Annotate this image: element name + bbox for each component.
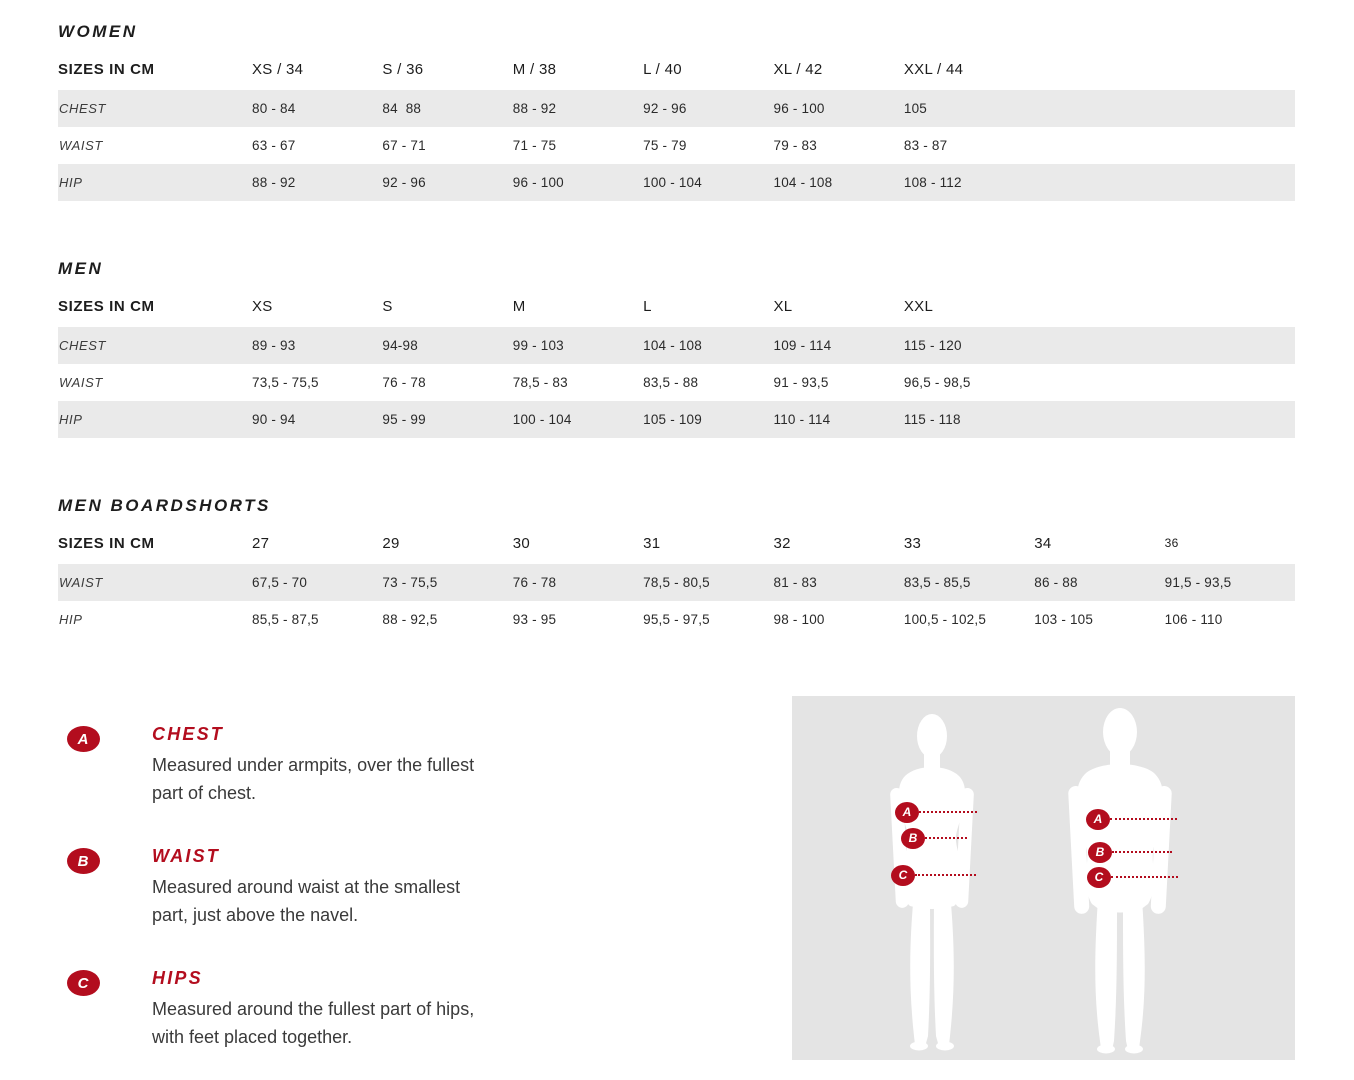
value-cell: 81 - 83 xyxy=(773,575,817,590)
table-header-row xyxy=(58,57,1295,81)
measurement-figures-panel xyxy=(792,696,1295,1060)
row-label: CHEST xyxy=(59,101,107,116)
row-label: HIP xyxy=(59,612,83,627)
value-cell: 105 xyxy=(903,101,927,116)
column-header: L xyxy=(643,297,652,315)
table-header-row xyxy=(58,531,1295,555)
table-row-hip xyxy=(58,601,1295,638)
male-marker-badge-c: C xyxy=(1087,867,1111,888)
value-cell: 96,5 - 98,5 xyxy=(903,375,971,390)
body-silhouettes-illustration xyxy=(792,696,1295,1060)
value-cell: 115 - 118 xyxy=(903,412,961,427)
value-cell: 88 - 92 xyxy=(252,175,296,190)
column-header: 32 xyxy=(773,534,791,552)
value-cell: 115 - 120 xyxy=(903,338,962,353)
guide-item-waist xyxy=(58,846,698,929)
measurement-guide xyxy=(58,696,1295,1080)
value-cell: 90 - 94 xyxy=(252,412,296,427)
measurement-instructions xyxy=(58,696,698,1080)
table-title-men: MEN xyxy=(58,259,104,278)
value-cell: 99 - 103 xyxy=(512,338,564,353)
value-cell: 100,5 - 102,5 xyxy=(903,612,987,627)
table-title-women: WOMEN xyxy=(58,22,138,41)
guide-title-chest: CHEST xyxy=(152,724,225,744)
male-measure-line-a xyxy=(1110,818,1177,820)
value-cell: 105 - 109 xyxy=(643,412,702,427)
value-cell: 88 - 92 xyxy=(512,101,557,116)
size-tables xyxy=(58,22,1295,638)
value-cell: 83,5 - 85,5 xyxy=(903,575,971,590)
value-cell: 75 - 79 xyxy=(643,138,687,153)
column-header: 29 xyxy=(382,534,400,552)
column-header: S xyxy=(382,297,393,315)
table-row-hip xyxy=(58,401,1295,438)
size-table-men-boardshorts xyxy=(58,496,1295,638)
value-cell: 104 - 108 xyxy=(643,338,702,353)
guide-item-hips xyxy=(58,968,698,1051)
table-header-row xyxy=(58,294,1295,318)
row-label: WAIST xyxy=(59,375,103,390)
column-header: XXL / 44 xyxy=(903,60,964,78)
column-header: M xyxy=(512,297,526,315)
value-cell: 80 - 84 xyxy=(252,101,296,116)
table-title-men-boardshorts: MEN BOARDSHORTS xyxy=(58,496,271,515)
value-cell: 83 - 87 xyxy=(903,138,948,153)
value-cell: 76 - 78 xyxy=(382,375,426,390)
female-measure-line-c xyxy=(915,874,976,876)
female-marker-badge-c: C xyxy=(891,865,915,886)
guide-description-hips: Measured around the fullest part of hips, with feet placed together. xyxy=(152,999,475,1047)
value-cell: 93 - 95 xyxy=(512,612,557,627)
table-row-waist xyxy=(58,364,1295,401)
value-cell: 95,5 - 97,5 xyxy=(643,612,710,627)
value-cell: 67,5 - 70 xyxy=(252,575,308,590)
value-cell: 96 - 100 xyxy=(512,175,564,190)
table-row-waist xyxy=(58,564,1295,601)
value-cell: 109 - 114 xyxy=(773,338,832,353)
value-cell: 110 - 114 xyxy=(773,412,831,427)
value-cell: 63 - 67 xyxy=(252,138,296,153)
table-row-chest xyxy=(58,90,1295,127)
row-label: HIP xyxy=(59,412,83,427)
female-marker-badge-a: A xyxy=(895,802,919,823)
value-cell: 76 - 78 xyxy=(512,575,557,590)
table-row-chest xyxy=(58,327,1295,364)
column-header: XXL xyxy=(903,297,934,315)
sizes-in-cm-label: SIZES IN CM xyxy=(58,534,155,552)
value-cell: 86 - 88 xyxy=(1034,575,1078,590)
column-header: M / 38 xyxy=(512,60,557,78)
value-cell: 98 - 100 xyxy=(773,612,825,627)
value-cell: 92 - 96 xyxy=(643,101,687,116)
value-cell: 83,5 - 88 xyxy=(643,375,699,390)
value-cell: 84 88 xyxy=(382,101,422,116)
male-measure-line-b xyxy=(1112,851,1172,853)
guide-description-waist: Measured around waist at the smallest part, just above the navel. xyxy=(152,877,461,925)
value-cell: 88 - 92,5 xyxy=(382,612,438,627)
row-label: WAIST xyxy=(59,575,103,590)
column-header: XL xyxy=(773,297,793,315)
column-header: XS xyxy=(252,297,273,315)
size-table-men xyxy=(58,259,1295,438)
marker-badge-b: B xyxy=(67,848,100,874)
column-header: 33 xyxy=(903,534,922,552)
row-label: HIP xyxy=(59,175,83,190)
value-cell: 78,5 - 83 xyxy=(512,375,568,390)
size-table-women xyxy=(58,22,1295,201)
table-row-waist xyxy=(58,127,1295,164)
value-cell: 89 - 93 xyxy=(252,338,296,353)
male-marker-badge-a: A xyxy=(1086,809,1110,830)
value-cell: 91 - 93,5 xyxy=(773,375,829,390)
value-cell: 85,5 - 87,5 xyxy=(252,612,319,627)
male-marker-badge-b: B xyxy=(1088,842,1112,863)
guide-title-hips: HIPS xyxy=(152,968,203,988)
value-cell: 100 - 104 xyxy=(643,175,702,190)
female-marker-badge-b: B xyxy=(901,828,925,849)
column-header: XS / 34 xyxy=(252,60,304,78)
value-cell: 67 - 71 xyxy=(382,138,426,153)
value-cell: 108 - 112 xyxy=(903,175,962,190)
marker-badge-c: C xyxy=(67,970,100,996)
value-cell: 106 - 110 xyxy=(1164,612,1223,627)
guide-title-waist: WAIST xyxy=(152,846,220,866)
column-header: 34 xyxy=(1034,534,1052,552)
value-cell: 73,5 - 75,5 xyxy=(252,375,319,390)
male-measure-line-c xyxy=(1111,876,1178,878)
column-header: XL / 42 xyxy=(773,60,823,78)
female-measure-line-b xyxy=(925,837,967,839)
value-cell: 91,5 - 93,5 xyxy=(1164,575,1232,590)
value-cell: 95 - 99 xyxy=(382,412,426,427)
column-header: 31 xyxy=(643,534,661,552)
sizes-in-cm-label: SIZES IN CM xyxy=(58,297,155,315)
row-label: CHEST xyxy=(59,338,107,353)
sizes-in-cm-label: SIZES IN CM xyxy=(58,60,155,78)
value-cell: 78,5 - 80,5 xyxy=(643,575,710,590)
marker-badge-a: A xyxy=(67,726,100,752)
value-cell: 79 - 83 xyxy=(773,138,817,153)
column-header: 30 xyxy=(512,534,531,552)
table-row-hip xyxy=(58,164,1295,201)
guide-item-chest xyxy=(58,724,698,807)
male-silhouette xyxy=(1068,708,1172,1054)
value-cell: 100 - 104 xyxy=(512,412,572,427)
female-measure-line-a xyxy=(919,811,977,813)
guide-description-chest: Measured under armpits, over the fullest part of chest. xyxy=(152,755,475,803)
value-cell: 92 - 96 xyxy=(382,175,426,190)
value-cell: 103 - 105 xyxy=(1034,612,1094,627)
value-cell: 104 - 108 xyxy=(773,175,833,190)
value-cell: 73 - 75,5 xyxy=(382,575,438,590)
column-header: 27 xyxy=(252,534,270,552)
value-cell: 96 - 100 xyxy=(773,101,825,116)
value-cell: 94-98 xyxy=(382,338,418,353)
value-cell: 71 - 75 xyxy=(512,138,557,153)
row-label: WAIST xyxy=(59,138,103,153)
column-header: L / 40 xyxy=(643,60,682,78)
column-header: 36 xyxy=(1164,536,1179,550)
column-header: S / 36 xyxy=(382,60,424,78)
